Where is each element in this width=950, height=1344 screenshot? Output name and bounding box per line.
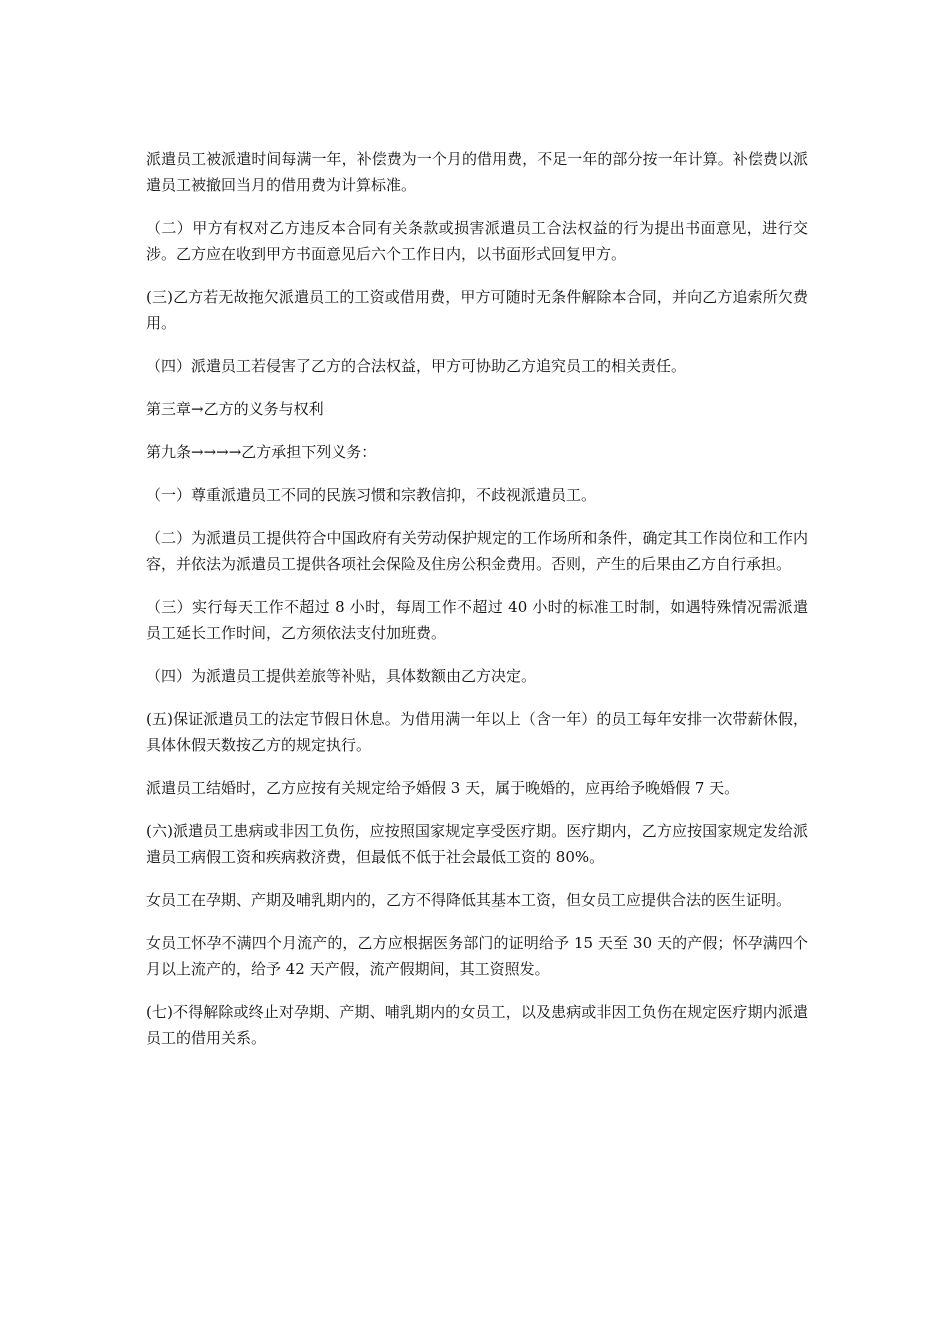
paragraph-compensation-standard: 派遣员工被派遣时间每满一年，补偿费为一个月的借用费，不足一年的部分按一年计算。补偿费以派遣员工被撤回当月的借用费为计算标准。 <box>146 150 808 194</box>
paragraph-obligation-7: (七)不得解除或终止对孕期、产期、哺乳期内的女员工，以及患病或非因工负伤在规定医疗期内派遣员工的借用关系。 <box>146 1003 808 1047</box>
paragraph-party-a-right-3: (三)乙方若无故拖欠派遣员工的工资或借用费，甲方可随时无条件解除本合同，并向乙方追索所欠费用。 <box>146 288 808 332</box>
paragraph-obligation-1: （一）尊重派遣员工不同的民族习惯和宗教信抑，不歧视派遣员工。 <box>146 486 597 504</box>
paragraph-party-a-right-4: （四）派遣员工若侵害了乙方的合法权益，甲方可协助乙方追究员工的相关责任。 <box>146 357 687 375</box>
paragraph-obligation-4: （四）为派遣员工提供差旅等补贴，具体数额由乙方决定。 <box>146 667 537 685</box>
paragraph-party-a-right-2: （二）甲方有权对乙方违反本合同有关条款或损害派遣员工合法权益的行为提出书面意见，进行交涉。乙方应在收到甲方书面意见后六个工作日内，以书面形式回复甲方。 <box>146 219 808 263</box>
paragraph-female-wage: 女员工在孕期、产期及哺乳期内的，乙方不得降低其基本工资，但女员工应提供合法的医生证明。 <box>146 891 792 909</box>
paragraph-obligation-6: (六)派遣员工患病或非因工负伤，应按照国家规定享受医疗期。医疗期内，乙方应按国家规定发给派遣员工病假工资和疾病救济费，但最低不低于社会最低工资的 80%。 <box>146 822 808 866</box>
paragraph-obligation-3: （三）实行每天工作不超过 8 小时，每周工作不超过 40 小时的标准工时制，如遇特殊情况需派遣员工延长工作时间，乙方须依法支付加班费。 <box>146 598 808 642</box>
paragraph-obligation-2: （二）为派遣员工提供符合中国政府有关劳动保护规定的工作场所和条件，确定其工作岗位和工作内容，并依法为派遣员工提供各项社会保险及住房公积金费用。否则，产生的后果由乙方自行承担。 <box>146 529 808 573</box>
paragraph-maternity-leave: 女员工怀孕不满四个月流产的，乙方应根据医务部门的证明给予 15 天至 30 天的产假；怀孕满四个月以上流产的，给予 42 天产假，流产假期间，其工资照发。 <box>146 934 808 978</box>
article-heading-9: 第九条→→→→乙方承担下列义务： <box>146 443 377 461</box>
chapter-heading-3: 第三章→乙方的义务与权利 <box>146 400 324 418</box>
paragraph-obligation-5: (五)保证派遣员工的法定节假日休息。为借用满一年以上（含一年）的员工每年安排一次带薪休假，具体休假天数按乙方的规定执行。 <box>146 710 808 754</box>
document-body <box>146 146 808 1068</box>
paragraph-marriage-leave: 派遣员工结婚时，乙方应按有关规定给予婚假 3 天，属于晚婚的，应再给予晚婚假 7 天。 <box>146 779 740 797</box>
